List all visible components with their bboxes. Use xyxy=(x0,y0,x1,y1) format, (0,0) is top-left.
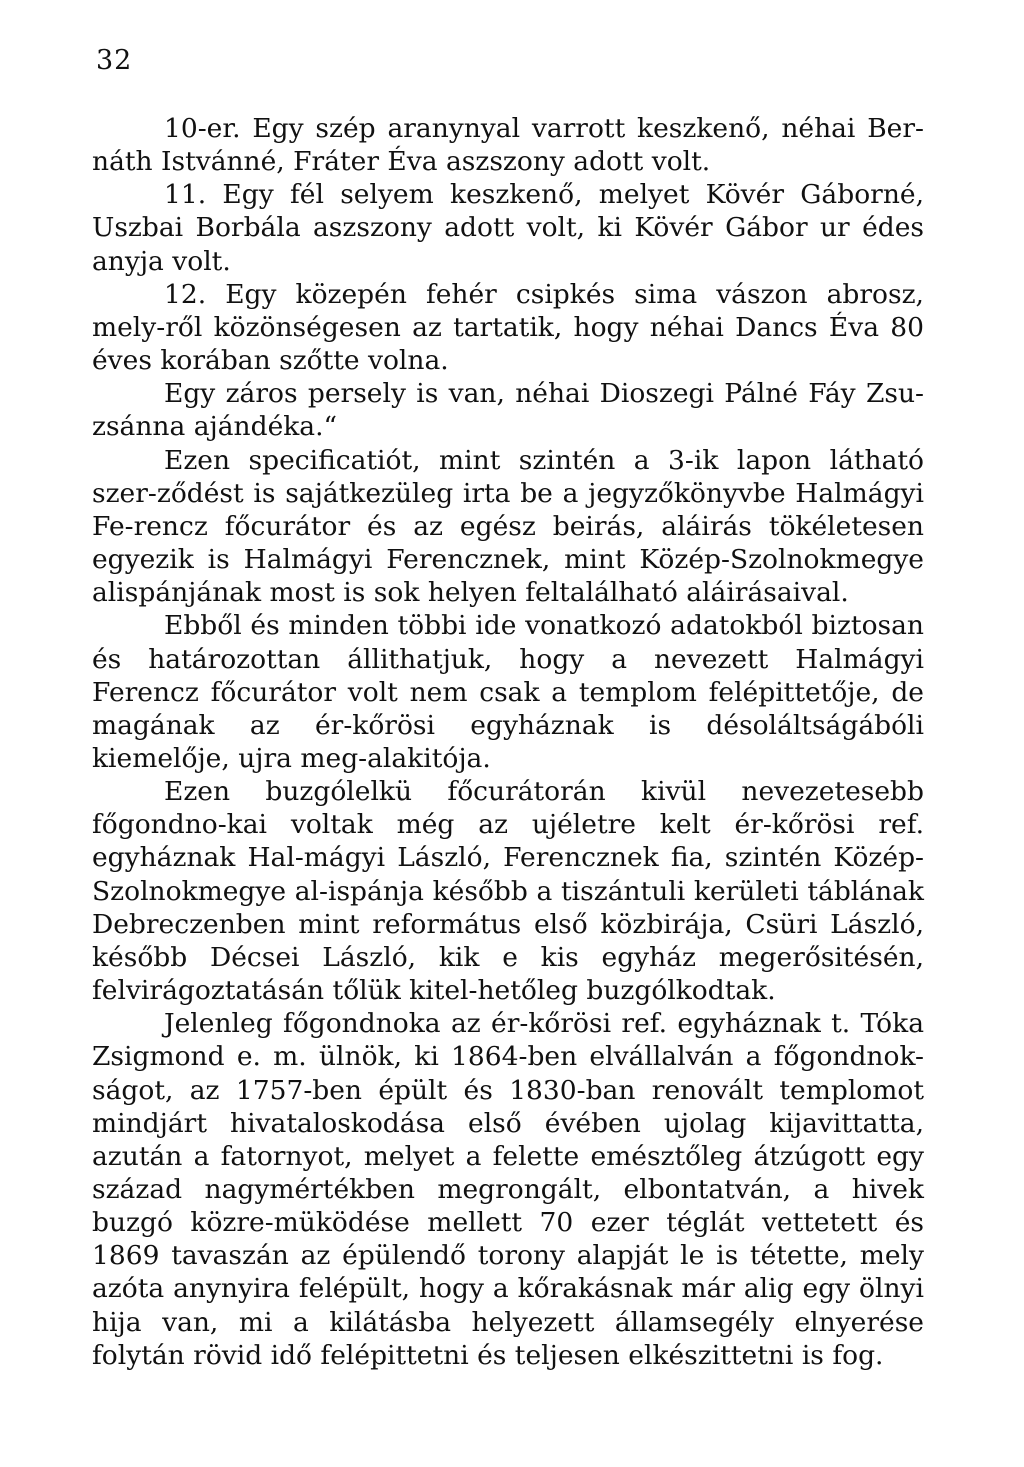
paragraph-specificatio: Ezen specificatiót, mint szintén a 3-ik lapon látható szer-ződést is sajátkezüleg irta be a jegyzőkönyvbe Halmágyi Fe-rencz főcurátor és az egész beirás, aláirás tökéletesen egyezik is Halmágyi Ferencznek, mint Közép-Szolnokmegye alispánjának most is sok helyen feltalálható aláirásaival. xyxy=(92,444,924,609)
body-text xyxy=(92,112,924,1372)
paragraph-toka-zsigmond: Jelenleg főgondnoka az ér-kőrösi ref. egyháznak t. Tóka Zsigmond e. m. ülnök, ki 1864-ben elvállalván a főgondnok-ságot, az 1757-ben épült és 1830-ban renovált templomot mindjárt hivataloskodása első évében ujolag kijavittatta, azután a fatornyot, melyet a felette emésztőleg átzúgott egy század nagymértékben megrongált, elbontatván, a hivek buzgó közre-müködése mellett 70 ezer téglát vettetett és 1869 tavaszán az épülendő torony alapját le is tétette, mely azóta anynyira felépült, hogy a kőrakásnak már alig egy ölnyi hija van, mi a kilátásba helyezett államsegély elnyerése folytán rövid idő felépittetni és teljesen elkészittetni is fog. xyxy=(92,1008,924,1371)
paragraph-item-11: 11. Egy fél selyem keszkenő, melyet Kövér Gáborné, Uszbai Borbála aszszony adott volt, ki Kövér Gábor ur édes anyja volt. xyxy=(92,179,924,277)
page-number: 32 xyxy=(96,45,133,76)
paragraph-halmagyi: Ebből és minden többi ide vonatkozó adatokból biztosan és határozottan állithatjuk, hogy a nevezett Halmágyi Ferencz főcurátor volt nem csak a templom felépittetője, de magának az ér-kőrösi egyháznak is désoláltságábóli kiemelője, ujra meg-alakitója. xyxy=(92,610,924,774)
paragraph-fogondnokok: Ezen buzgólelkü főcurátorán kivül nevezetesebb főgondno-kai voltak még az ujéletre kelt ér-kőrösi ref. egyháznak Hal-mágyi László, Ferencznek fia, szintén Közép-Szolnokmegye al-ispánja később a tiszántuli kerületi táblának Debreczenben mint református első közbirája, Csüri László, később Décsei László, kik e kis egyház megerősitésén, felvirágoztatásán tőlük kitel-hetőleg buzgólkodtak. xyxy=(92,776,924,1007)
paragraph-item-12: 12. Egy közepén fehér csipkés sima vászon abrosz, mely-ről közönségesen az tartatik, hogy néhai Dancs Éva 80 éves korában szőtte volna. xyxy=(92,278,924,377)
paragraph-item-10: 10-er. Egy szép aranynyal varrott keszkenő, néhai Ber-náth Istvánné, Fráter Éva aszszony adott volt. xyxy=(92,113,924,178)
paragraph-persely: Egy záros persely is van, néhai Dioszegi Pálné Fáy Zsu-zsánna ajándéka.“ xyxy=(92,378,924,443)
